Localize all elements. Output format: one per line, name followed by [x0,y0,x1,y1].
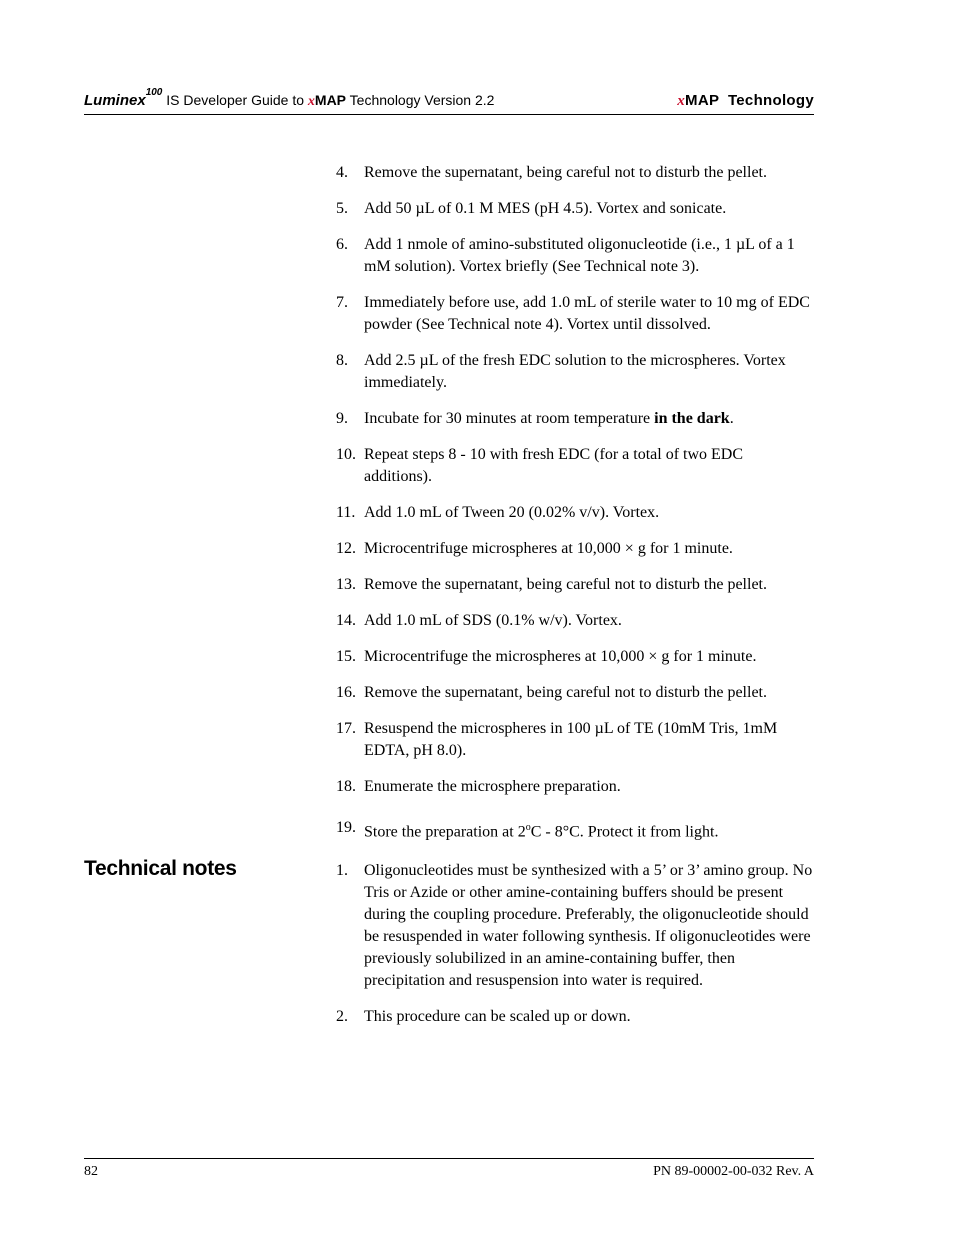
procedure-step: 14. Add 1.0 mL of SDS (0.1% w/v). Vortex. [336,612,622,629]
procedure-step: 17. Resuspend the microspheres in 100 µL of TE (10mM Tris, 1mM EDTA, pH 8.0). [336,720,778,759]
procedure-step: 8. Add 2.5 µL of the fresh EDC solution to the microspheres. Vortex immediately. [336,352,786,391]
technical-notes-heading: Technical notes [84,857,237,880]
header-document-title: Luminex$^{100}$ IS Developer Guide to xMAP Technology Version 2.2 [84,87,495,109]
header-section-title: xMAP Technology [677,92,814,109]
procedure-steps [336,162,814,857]
technical-notes-list [336,860,814,1042]
procedure-step: 19. Store the preparation at 2$^o$C - 8°C. Protect it from light. [336,819,719,841]
procedure-step: 15. Microcentrifuge the microspheres at 10,000 × g for 1 minute. [336,648,757,665]
x-letter: x [307,94,315,109]
procedure-step: 4. Remove the supernatant, being careful not to disturb the pellet. [336,164,767,181]
procedure-step: 16. Remove the supernatant, being careful not to disturb the pellet. [336,684,767,701]
page-footer [84,1158,814,1187]
procedure-step: 7. Immediately before use, add 1.0 mL of sterile water to 10 mg of EDC powder (See Technical note 4). Vortex until dissolved. [336,294,810,333]
page-number: 82 [84,1164,98,1179]
technical-note: 1. Oligonucleotides must be synthesized with a 5’ or 3’ amino group. No Tris or Azide or other amine-containing buffers should be present during the coupling procedure. Preferably, the oligonucleotide should be resuspended in water following synthesis. If oligonucleotides were previously solubilized in an amine-containing buffer, then precipitation and resuspension into water is required. [336,862,813,989]
procedure-step: 11. Add 1.0 mL of Tween 20 (0.02% v/v). Vortex. [336,504,660,521]
procedure-step: 12. Microcentrifuge microspheres at 10,000 × g for 1 minute. [336,540,733,557]
technical-note: 2. This procedure can be scaled up or down. [336,1008,631,1025]
procedure-step: 9. Incubate for 30 minutes at room temperature in the dark. [336,410,734,427]
procedure-step: 18. Enumerate the microsphere preparation. [336,778,621,795]
part-number: PN 89-00002-00-032 Rev. A [653,1164,814,1179]
procedure-step: 5. Add 50 µL of 0.1 M MES (pH 4.5). Vortex and sonicate. [336,200,727,217]
procedure-step: 13. Remove the supernatant, being careful not to disturb the pellet. [336,576,767,593]
procedure-step: 10. Repeat steps 8 - 10 with fresh EDC (for a total of two EDC additions). [336,446,744,485]
brand-logo: Luminex$^{100}$ [84,87,163,109]
procedure-step: 6. Add 1 nmole of amino-substituted oligonucleotide (i.e., 1 µL of a 1 mM solution). Vortex briefly (See Technical note 3). [336,236,795,275]
page-header [84,86,814,115]
